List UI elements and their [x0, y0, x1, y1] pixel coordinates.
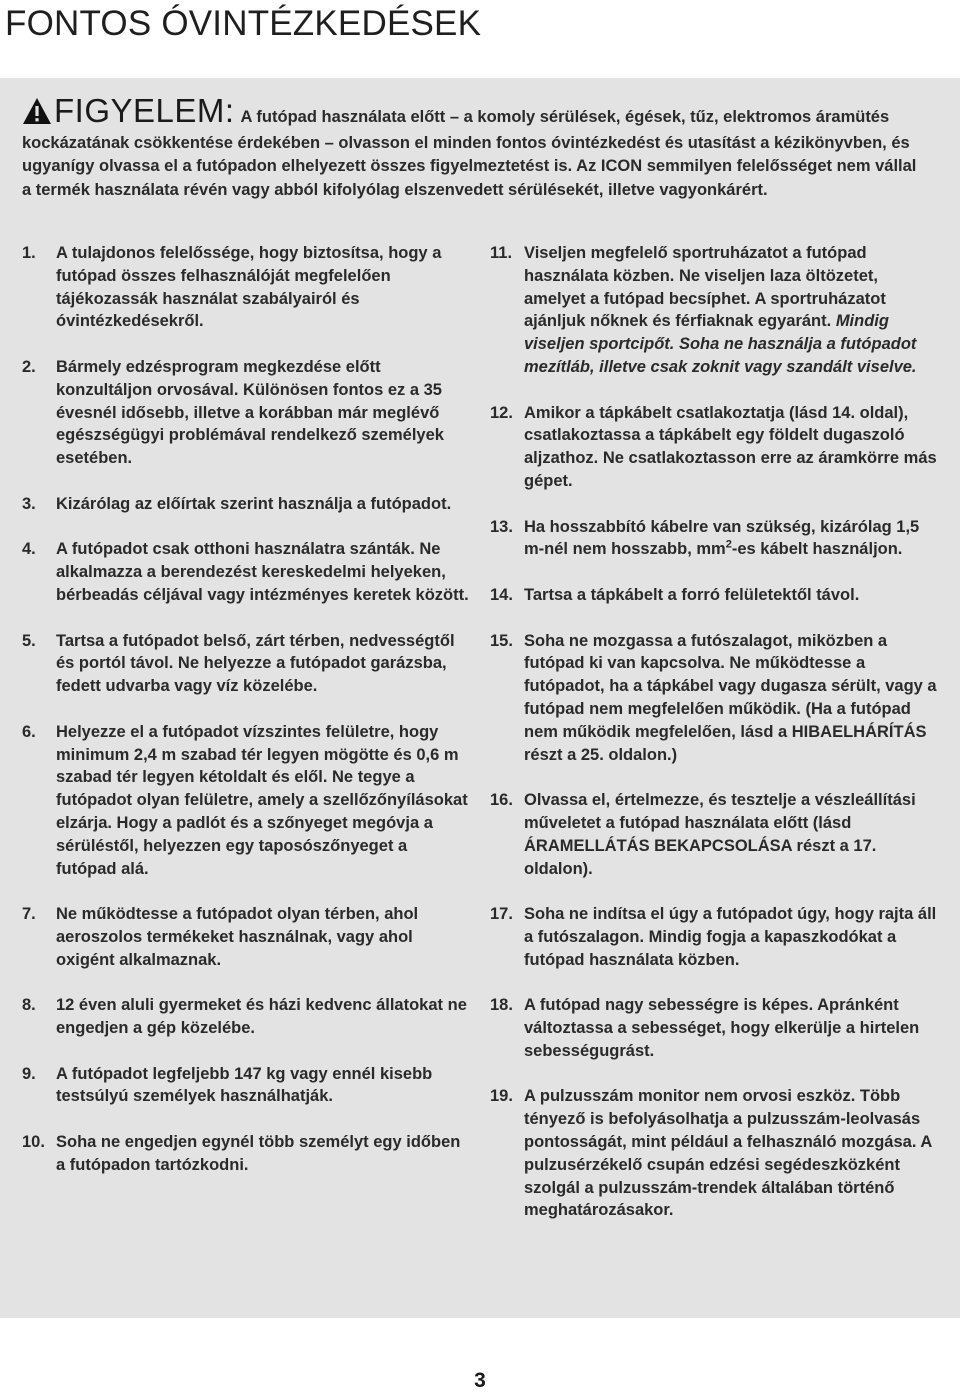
item-text: 12 éven aluli gyermeket és házi kedvenc állatokat ne engedjen a gép közelébe.	[56, 996, 467, 1038]
warning-label: FIGYELEM:	[54, 92, 235, 129]
right-column	[490, 242, 938, 1245]
item-text: A futópadot legfeljebb 147 kg vagy ennél kisebb testsúlyú személyek használhatják.	[56, 1064, 433, 1106]
item-text: A futópadot csak otthoni használatra szánták. Ne alkalmazza a berendezést kereskedelmi helyeken, bérbeadás céljával vagy intézményes keretek között.	[56, 540, 469, 604]
item-number: 11.	[490, 244, 513, 262]
item-text: Soha ne indítsa el úgy a futópadot úgy, hogy rajta áll a futószalagon. Mindig fogja a kapaszkodókat a futópad használata közben.	[524, 905, 937, 969]
warning-block	[22, 92, 927, 202]
item-number: 5.	[22, 631, 36, 650]
page-number: 3	[474, 1369, 486, 1392]
item-number: 8.	[22, 996, 36, 1015]
item-text: Soha ne engedjen egynél több személyt egy időben a futópadon tartózkodni.	[56, 1133, 461, 1174]
item-text: Tartsa a tápkábelt a forró felületektől távol.	[524, 585, 860, 604]
item-number: 7.	[22, 905, 36, 924]
item-number: 6.	[22, 722, 36, 741]
list-item	[490, 516, 938, 562]
item-number: 17.	[490, 905, 513, 924]
item-number: 2.	[22, 357, 36, 376]
item-number: 9.	[22, 1064, 36, 1083]
item-number: 16.	[490, 791, 513, 810]
item-text: Kizárólag az előírtak szerint használja a futópadot.	[56, 494, 452, 513]
item-number: 13.	[490, 517, 513, 536]
item-text: A pulzusszám monitor nem orvosi eszköz. Több tényező is befolyásolhatja a pulzusszám-leolvasás pontosságát, mint például a felhasználó mozgása. A pulzusérzékelő csupán edzési segédeszközként szolgál a pulzusszám-trendek általában történő meghatározásakor.	[524, 1087, 932, 1220]
item-text: Soha ne mozgassa a futószalagot, miközben a futópad ki van kapcsolva. Ne működtesse a futópadot, ha a tápkábel vagy dugasza sérült, vagy a futópad nem megfelelően működik. (Ha a futópad nem működik megfelelően, lásd a HIBAELHÁRÍTÁS részt a 25. oldalon.)	[524, 631, 937, 764]
item-text: Viseljen megfelelő sportruházatot a futópad használata közben. Ne viseljen laza öltözetet, amelyet a futópad becsíphet. A sportruházatot ajánljuk nőknek és férfiaknak egyaránt.	[524, 244, 886, 331]
list-item	[22, 242, 472, 333]
item-text: Bármely edzésprogram megkezdése előtt konzultáljon orvosával. Különösen fontos ez a 35 évesnél idősebb, illetve a korábban már meglévő egészségügyi problémával rendelkező személyek esetében.	[56, 357, 444, 468]
item-text: Tartsa a futópadot belső, zárt térben, nedvességtől és portól távol. Ne helyezze a futópadot garázsba, fedett udvarba vagy víz közelébe.	[56, 631, 455, 696]
item-text: Helyezze el a futópadot vízszintes felületre, hogy minimum 2,4 m szabad tér legyen mögötte és 0,6 m szabad tér legyen kétoldalt és elől. Ne tegye a futópadot olyan felületre, amely a szellőzőnyílásokat elzárja. Hogy a padlót és a szőnyeget megóvja a sérüléstől, helyezzen egy taposószőnyeget a futópad alá.	[56, 722, 468, 878]
list-item	[490, 789, 938, 880]
list-item	[490, 630, 938, 767]
list-item	[22, 1131, 472, 1177]
list-item	[22, 630, 472, 698]
item-number: 12.	[490, 403, 513, 422]
list-item	[490, 584, 938, 607]
item-number: 1.	[22, 244, 36, 262]
item-number: 14.	[490, 585, 513, 604]
item-emphasis-text: Mindig viseljen sportcipőt. Soha ne használja a futópadot mezítláb, illetve csak zoknit vagy szandált viselve.	[524, 312, 917, 376]
list-item	[22, 493, 472, 516]
page-title: FONTOS ÓVINTÉZKEDÉSEK	[5, 4, 482, 43]
list-item	[490, 242, 938, 379]
item-text: Ha hosszabbító kábelre van szükség, kizárólag 1,5 m-nél nem hosszabb, mm	[524, 517, 920, 559]
list-item	[490, 994, 938, 1062]
warning-text: A futópad használata előtt – a komoly sérülések, égések, tűz, elektromos áramütés kockázatának csökkentése érdekében – olvasson el minden fontos óvintézkedést és utasítást a kézikönyvben, és ugyanígy olvassa el a futópadon elhelyezett összes figyelmeztetést is. Az ICON semmilyen felelősséget nem vállal a termék használata révén vagy abból kifolyólag elszenvedett sérülésekét, illetve vagyonkárért.	[22, 108, 917, 199]
item-text: Amikor a tápkábelt csatlakoztatja (lásd 14. oldal), csatlakoztassa a tápkábelt egy földelt dugaszoló aljzathoz. Ne csatlakoztasson erre az áramkörre más gépet.	[524, 403, 937, 490]
item-number: 15.	[490, 631, 513, 650]
list-item	[490, 1085, 938, 1222]
list-item	[490, 402, 938, 493]
item-number: 4.	[22, 540, 36, 559]
item-text: -es kábelt használjon.	[731, 540, 903, 559]
list-item	[22, 721, 472, 881]
item-number: 3.	[22, 494, 36, 513]
list-item	[22, 1063, 472, 1109]
item-number: 10.	[22, 1133, 45, 1152]
item-text: A futópad nagy sebességre is képes. Apránként változtassa a sebességet, hogy elkerülje a hirtelen sebességugrást.	[524, 996, 920, 1060]
list-item	[22, 538, 472, 606]
list-item	[22, 994, 472, 1040]
item-text: Ne működtesse a futópadot olyan térben, ahol aeroszolos termékeket használnak, vagy ahol oxigént alkalmaznak.	[56, 905, 419, 969]
item-number: 18.	[490, 996, 513, 1015]
warning-triangle-icon	[22, 97, 52, 132]
item-text: A tulajdonos felelőssége, hogy biztosítsa, hogy a futópad összes felhasználóját megfelelően tájékozassák használat szabályairól és óvintézkedésekről.	[56, 244, 442, 331]
list-item	[22, 356, 472, 470]
left-column	[22, 242, 472, 1199]
item-text: Olvassa el, értelmezze, és tesztelje a vészleállítási műveletet a futópad használata előtt (lásd ÁRAMELLÁTÁS BEKAPCSOLÁSA részt a 17. oldalon).	[524, 791, 916, 878]
list-item	[490, 903, 938, 971]
item-number: 19.	[490, 1087, 513, 1106]
list-item	[22, 903, 472, 971]
superscript: 2	[725, 538, 732, 551]
